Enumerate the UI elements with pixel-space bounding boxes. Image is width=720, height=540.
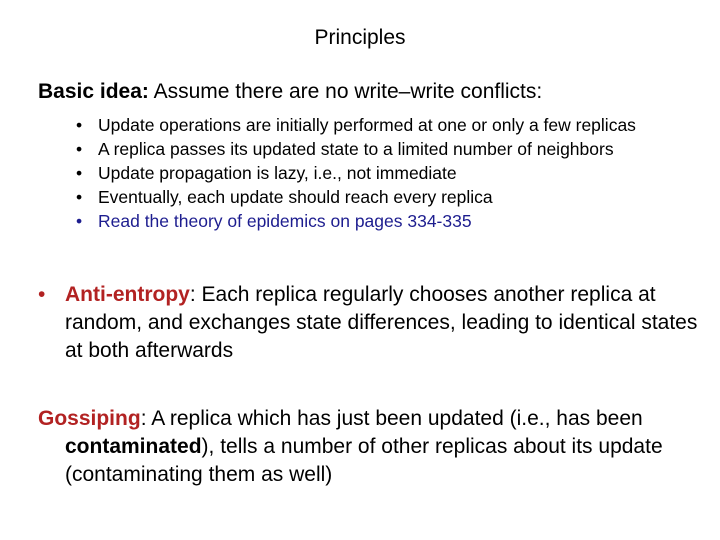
sub-bullet-list [76,113,706,233]
gossiping-term: Gossiping [38,407,141,430]
bullet-icon: • [76,139,83,159]
bullet-icon: • [38,283,46,306]
contaminated-emphasis: contaminated [65,435,202,458]
sub-bullet-text: Update propagation is lazy, i.e., not immediate [98,163,457,183]
sub-bullet-text: Update operations are initially performed at one or only a few replicas [98,115,636,135]
sub-bullet-text: A replica passes its updated state to a limited number of neighbors [98,139,614,159]
basic-idea-line [38,79,542,105]
anti-entropy-text: Each replica regularly chooses another replica at random, and exchanges state differences, leading to identical states at both afterwards [65,283,698,362]
bullet-icon: • [76,187,83,207]
bullet-icon: • [76,115,83,135]
gossiping-paragraph [38,405,698,489]
reading-reference-text: Read the theory of epidemics on pages 334-335 [98,211,472,231]
sub-bullet-item-5 [76,209,706,233]
gossiping-text-before: A replica which has just been updated (i.e., has been [146,407,643,430]
slide-title: Principles [314,26,406,49]
sub-bullet-item-1 [76,113,706,137]
sub-bullet-item-4 [76,185,706,209]
sub-bullet-text: Eventually, each update should reach every replica [98,187,493,207]
gossiping-colon: : [140,407,147,430]
sub-bullet-item-3 [76,161,706,185]
anti-entropy-colon: : [189,283,196,306]
anti-entropy-term: Anti-entropy [65,283,190,306]
bullet-icon: • [76,163,83,183]
anti-entropy-paragraph [38,281,698,365]
basic-idea-label: Basic idea: [38,80,149,103]
gossiping-text-after: ), tells a number of other replicas about its update (contaminating them as well) [65,435,663,486]
sub-bullet-item-2 [76,137,706,161]
bullet-icon: • [76,211,83,231]
basic-idea-text: Assume there are no write–write conflicts: [148,80,543,103]
